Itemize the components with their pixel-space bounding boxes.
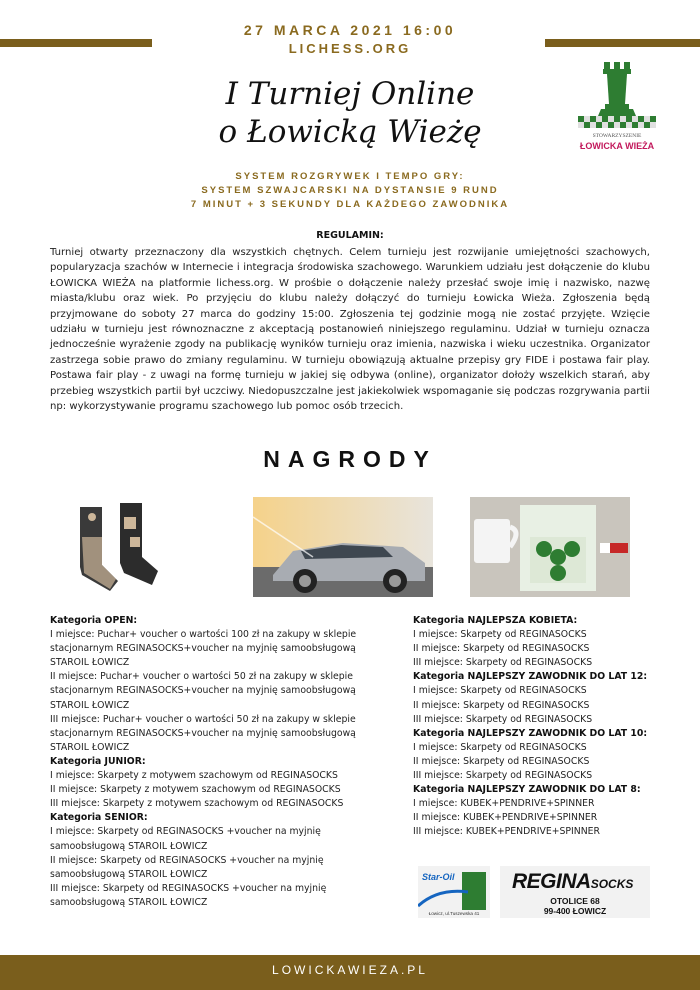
regina-sponsor	[500, 866, 650, 918]
open-place-2: II miejsce: Puchar+ voucher o wartości 50 zł na zakupy w sklepie stacjonarnym REGINASOCKS+voucher na myjnię samoobsługową STAROIL ŁOWICZ	[50, 671, 356, 711]
category-junior: Kategoria JUNIOR:	[50, 755, 146, 767]
senior-place-1: I miejsce: Skarpety od REGINASOCKS +voucher na myjnię samoobsługową STAROIL ŁOWICZ	[50, 826, 321, 852]
u10-place-3: III miejsce: Skarpety od REGINASOCKS	[413, 770, 593, 782]
regina-logo-main: REGINA	[512, 870, 591, 893]
prizes-right-column	[413, 614, 668, 840]
u12-place-2: II miejsce: Skarpety od REGINASOCKS	[413, 699, 590, 711]
u8-place-3: III miejsce: KUBEK+PENDRIVE+SPINNER	[413, 826, 600, 838]
mug-pendrive-spinner-photo	[470, 497, 630, 597]
u10-place-1: I miejsce: Skarpety od REGINASOCKS	[413, 741, 587, 753]
title-line-2: o Łowicką Wieżę	[218, 114, 482, 150]
category-under-10: Kategoria NAJLEPSZY ZAWODNIK DO LAT 10:	[413, 727, 648, 739]
u8-place-1: I miejsce: KUBEK+PENDRIVE+SPINNER	[413, 798, 595, 810]
regulamin-heading: REGULAMIN:	[316, 230, 384, 241]
system-line-3: 7 MINUT + 3 SEKUNDY DLA KAŻDEGO ZAWODNIKA	[190, 199, 510, 210]
system-line-2: SYSTEM SZWAJCARSKI NA DYSTANSIE 9 RUND	[201, 185, 499, 196]
system-line-1: SYSTEM ROZGRYWEK I TEMPO GRY:	[235, 171, 465, 182]
woman-place-2: II miejsce: Skarpety od REGINASOCKS	[413, 643, 590, 655]
event-date: 27 MARCA 2021 16:00	[243, 22, 457, 38]
category-under-12: Kategoria NAJLEPSZY ZAWODNIK DO LAT 12:	[413, 671, 648, 683]
logo-name: ŁOWICKA WIEŻA	[579, 141, 655, 151]
open-place-3: III miejsce: Puchar+ voucher o wartości 50 zł na zakupy w sklepie stacjonarnym REGINASOCKS+voucher na myjnię samoobsługową STAROIL ŁOWICZ	[50, 713, 356, 753]
category-open: Kategoria OPEN:	[50, 615, 138, 626]
senior-place-3: III miejsce: Skarpety od REGINASOCKS +voucher na myjnię samoobsługową STAROIL ŁOWICZ	[50, 882, 327, 908]
senior-place-2: II miejsce: Skarpety od REGINASOCKS +voucher na myjnię samoobsługową STAROIL ŁOWICZ	[50, 854, 324, 880]
regina-logo-sub: SOCKS	[590, 877, 634, 891]
staroil-logo-text: Star-Oil	[422, 872, 455, 882]
chess-rook-icon	[598, 62, 636, 116]
chessboard-pattern	[578, 116, 656, 128]
u12-place-3: III miejsce: Skarpety od REGINASOCKS	[413, 713, 593, 725]
u10-place-2: II miejsce: Skarpety od REGINASOCKS	[413, 755, 590, 767]
club-logo	[572, 58, 662, 158]
junior-place-2: II miejsce: Skarpety z motywem szachowym od REGINASOCKS	[50, 784, 341, 796]
chess-socks-photo	[72, 497, 162, 597]
car-wash-photo	[253, 497, 433, 597]
event-platform: LICHESS.ORG	[288, 41, 412, 56]
category-best-woman: Kategoria NAJLEPSZA KOBIETA:	[413, 615, 578, 626]
footer-site: LOWICKAWIEZA.PL	[272, 963, 428, 977]
logo-top-text: STOWARZYSZENIE	[592, 133, 642, 139]
prizes-left-column	[50, 614, 395, 910]
woman-place-3: III miejsce: Skarpety od REGINASOCKS	[413, 657, 593, 669]
woman-place-1: I miejsce: Skarpety od REGINASOCKS	[413, 629, 587, 641]
category-under-8: Kategoria NAJLEPSZY ZAWODNIK DO LAT 8:	[413, 784, 641, 796]
regina-address-1: OTOLICE 68	[550, 896, 600, 906]
staroil-address: Łowicz, ul.Tuszewska 41	[428, 911, 480, 916]
u8-place-2: II miejsce: KUBEK+PENDRIVE+SPINNER	[413, 812, 598, 824]
regina-address-2: 99-400 ŁOWICZ	[543, 906, 607, 916]
junior-place-3: III miejsce: Skarpety z motywem szachowym od REGINASOCKS	[50, 798, 344, 810]
prizes-heading: NAGRODY	[263, 446, 437, 472]
title-line-1: I Turniej Online	[225, 76, 475, 112]
u12-place-1: I miejsce: Skarpety od REGINASOCKS	[413, 685, 587, 697]
category-senior: Kategoria SENIOR:	[50, 812, 148, 824]
regulamin-body: Turniej otwarty przeznaczony dla wszystkich chętnych. Celem turnieju jest rozwijanie umiejętności szachowych, popularyzacja szachów w Internecie i integracja środowiska szachowego. Warunkiem udziału jest dołączenie do klubu ŁOWICKA WIEŻA na platformie lichess.org. W prośbie o dołączenie należy przesłać swoje imię i nazwisko, nazwę miasta/klubu oraz wiek. Po przyjęciu do klubu należy dołączyć do turnieju Łowicka Wieża. Zgłoszenia będą przyjmowane do soboty 27 marca do godziny 15:00. Zgłoszenia tej godzinie mogą nie zostać przyjęte. Wzięcie udziału w turnieju jest równoznaczne z akceptacją postanowień niniejszego regulaminu. Udział w turnieju oznacza jednocześnie wyrażenie zgody na publikację wyników turnieju oraz imienia, nazwiska i wieku uczestnika. Organizator zastrzega sobie prawo do zmiany regulaminu. W turnieju obowiązują aktualne przepisy gry FIDE i postawa fair play. Postawa fair play - z uwagi na formę turnieju w jakiej się odbywa (online), organizator dołoży wszelkich starań, aby przebieg wszystkich partii był uczciwy. Niedopuszczalne jest jakiekolwiek wspomaganie się podczas rozgrywania partii np: wykorzystywanie programu szachowego lub pomoc osób trzecich.	[50, 247, 650, 413]
junior-place-1: I miejsce: Skarpety z motywem szachowym od REGINASOCKS	[50, 770, 338, 782]
regina-logo	[512, 870, 633, 894]
staroil-sponsor-logo	[418, 866, 490, 918]
open-place-1: I miejsce: Puchar+ voucher o wartości 100 zł na zakupy w sklepie stacjonarnym REGINASOCKS+voucher na myjnię samoobsługową STAROIL ŁOWICZ	[50, 629, 357, 669]
